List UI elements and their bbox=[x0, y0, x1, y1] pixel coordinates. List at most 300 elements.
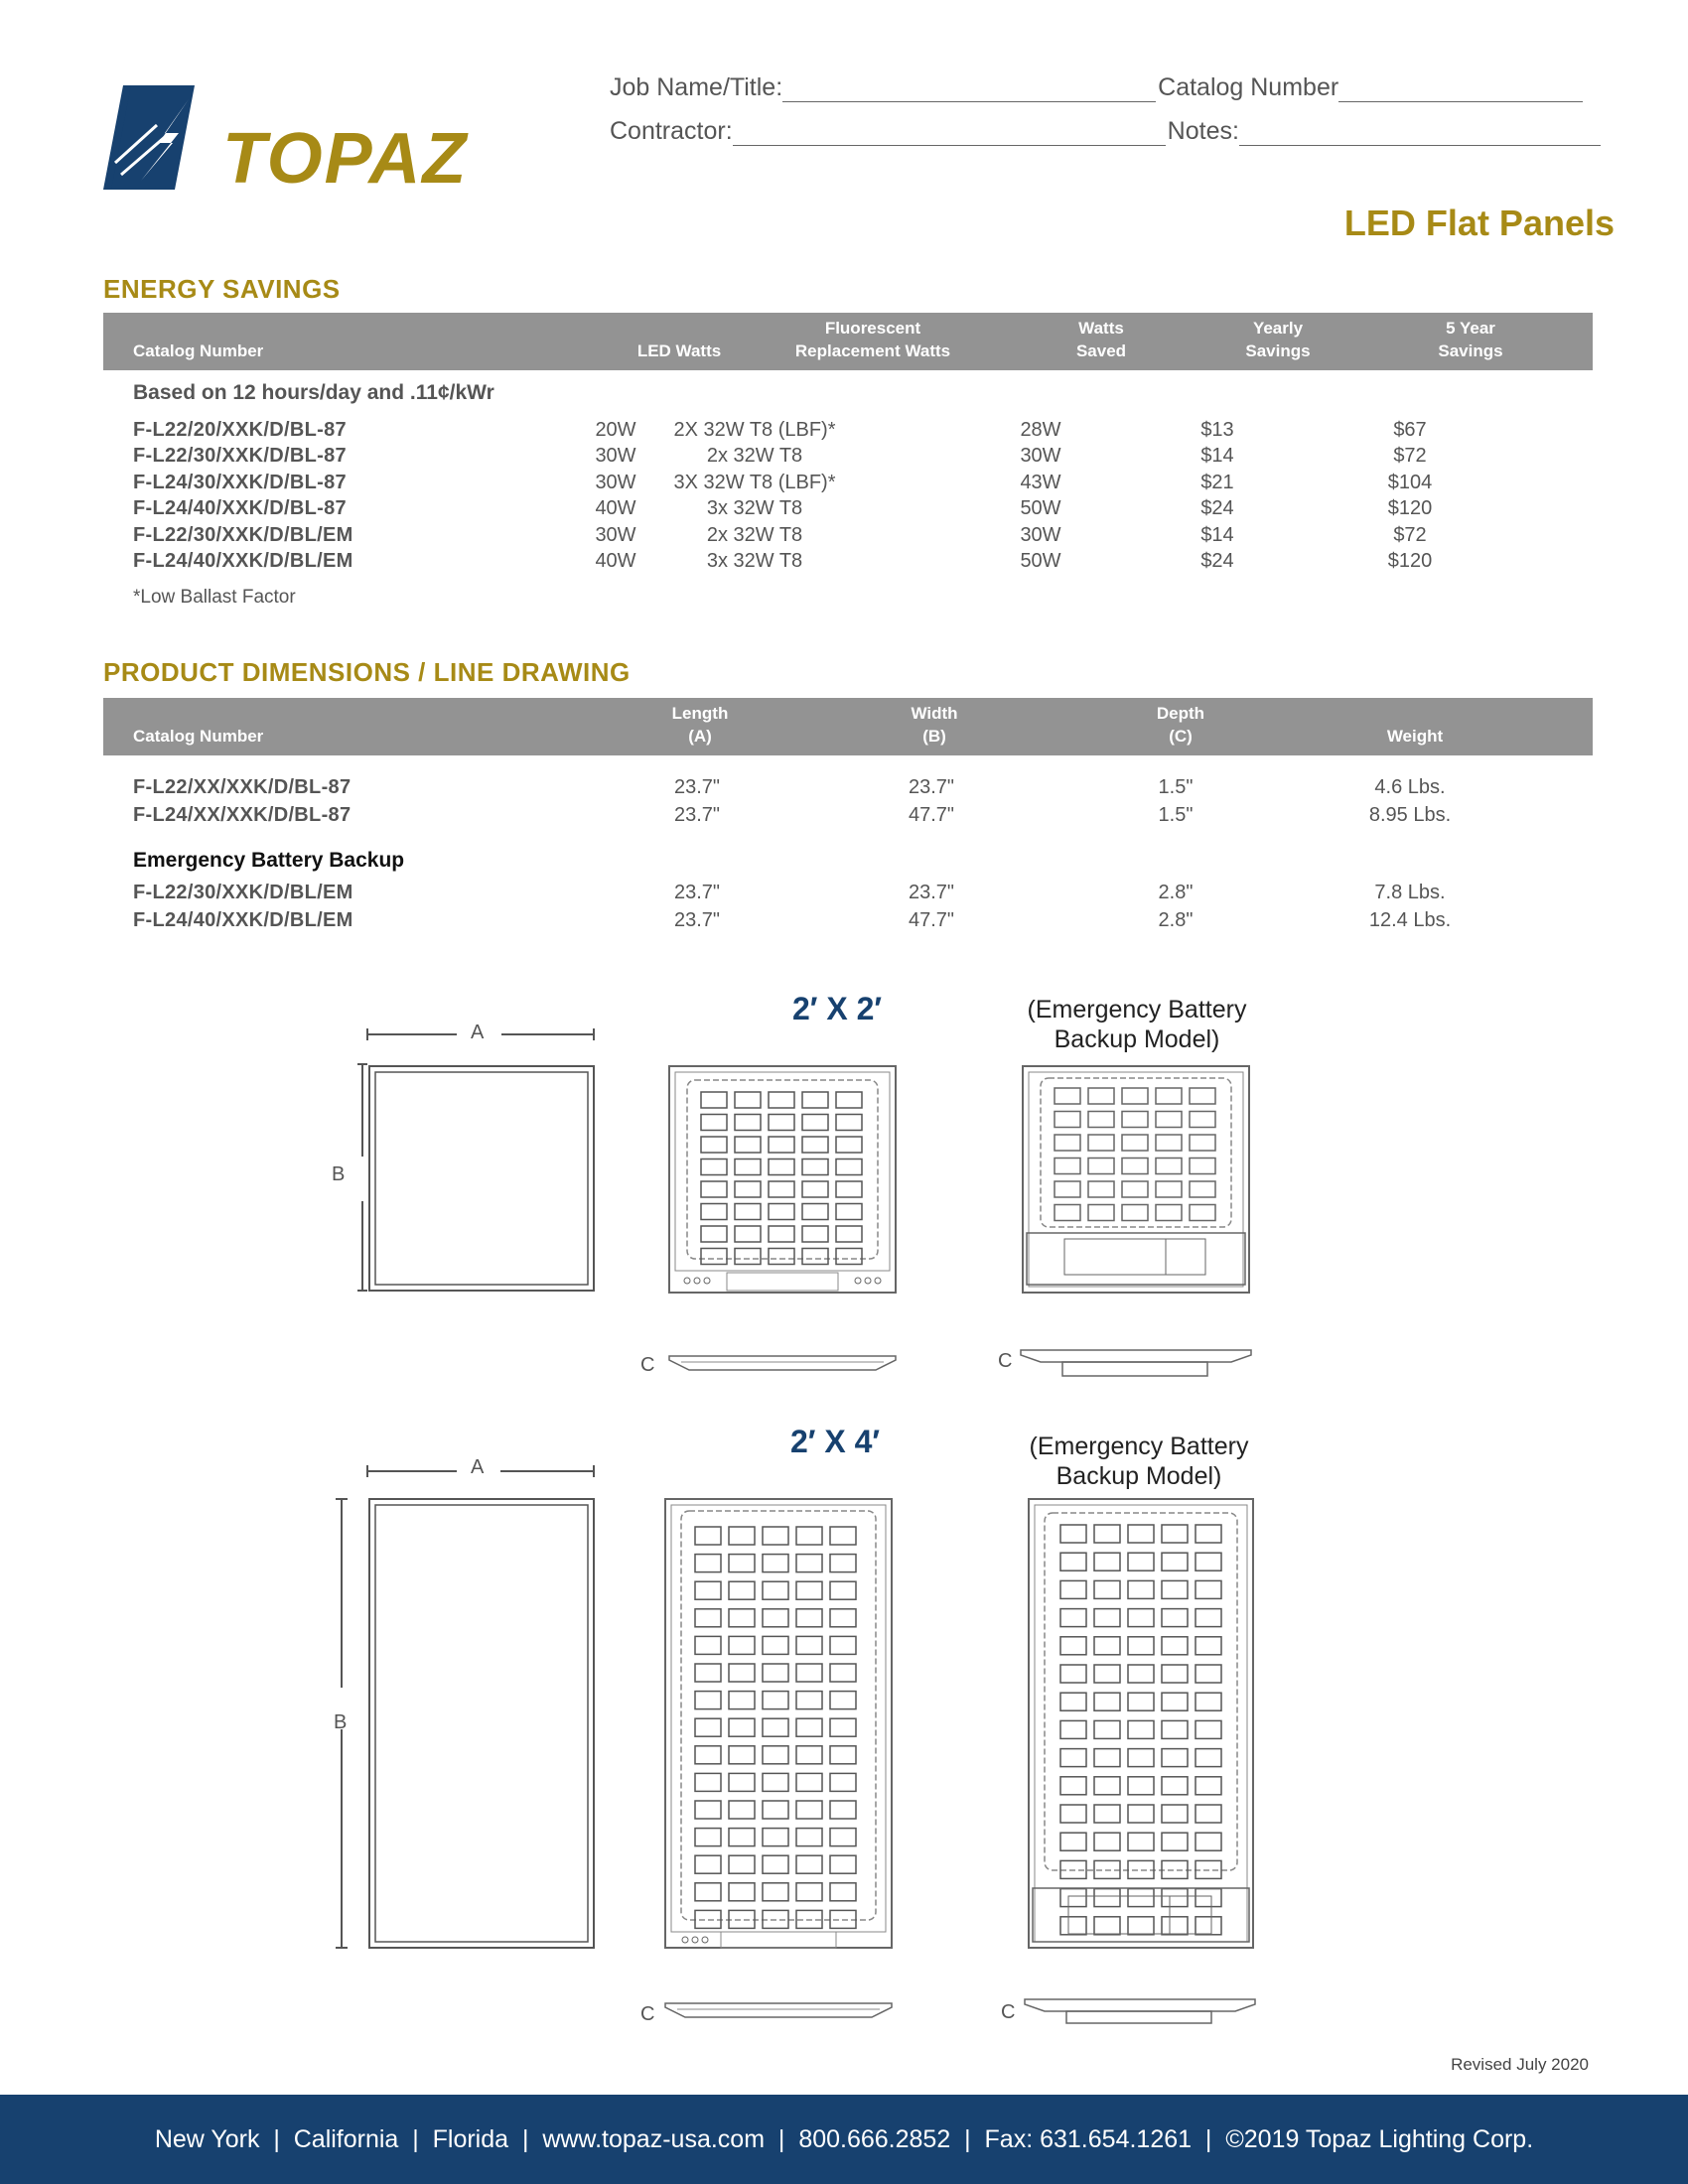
led-grid-cell bbox=[729, 1829, 755, 1846]
energy-cell-five: $67 bbox=[1393, 419, 1427, 441]
led-grid-cell bbox=[802, 1092, 828, 1108]
dimension-lines-2x2 bbox=[357, 1023, 606, 1300]
label-c-em-2x2: C bbox=[998, 1350, 1013, 1372]
led-grid-cell bbox=[695, 1692, 721, 1709]
led-grid-cell bbox=[830, 1609, 856, 1627]
topaz-logo bbox=[103, 85, 520, 199]
led-grid-cell bbox=[1094, 1693, 1120, 1710]
col-watts-saved-line1: Watts bbox=[1078, 319, 1124, 338]
led-grid-cell bbox=[1060, 1525, 1086, 1543]
led-grid-cell bbox=[695, 1664, 721, 1682]
dimension-row bbox=[0, 802, 1688, 828]
energy-cell-saved: 30W bbox=[1020, 445, 1061, 468]
col-depth bbox=[1126, 702, 1235, 748]
led-grid-cell bbox=[695, 1527, 721, 1545]
led-grid-cell bbox=[796, 1718, 822, 1736]
led-grid-cell bbox=[729, 1555, 755, 1572]
dimension-cell-width: 23.7" bbox=[908, 882, 955, 903]
energy-cell-five: $104 bbox=[1387, 471, 1433, 493]
dimension-cell-width: 23.7" bbox=[908, 776, 955, 798]
led-grid-cell bbox=[1162, 1693, 1188, 1710]
led-grid-cell bbox=[695, 1555, 721, 1572]
emergency-model-title-2x4 bbox=[1015, 1432, 1263, 1491]
dimensions-table-header bbox=[103, 698, 1593, 755]
led-grid-cell bbox=[1196, 1777, 1221, 1795]
label-c-2x4: C bbox=[640, 2003, 655, 2025]
led-grid-cell bbox=[729, 1855, 755, 1873]
led-grid-cell bbox=[802, 1115, 828, 1131]
led-grid-cell bbox=[796, 1609, 822, 1627]
led-grid-cell bbox=[701, 1137, 727, 1153]
led-grid-cell bbox=[836, 1249, 862, 1265]
led-grid-cell bbox=[1128, 1693, 1154, 1710]
led-grid-cell bbox=[735, 1204, 761, 1220]
notes-line[interactable] bbox=[1239, 119, 1601, 146]
energy-cell-catalog: F-L24/40/XXK/D/BL/EM bbox=[133, 550, 353, 572]
energy-cell-led: 30W bbox=[595, 523, 636, 546]
led-grid-cell bbox=[1156, 1205, 1182, 1221]
dimension-cell-width: 47.7" bbox=[908, 909, 955, 931]
col-yearly-line1: Yearly bbox=[1252, 319, 1304, 338]
led-grid-cell bbox=[802, 1204, 828, 1220]
led-grid-cell bbox=[695, 1746, 721, 1764]
led-grid-cell bbox=[701, 1181, 727, 1197]
led-grid-cell bbox=[1094, 1553, 1120, 1570]
led-grid-cell bbox=[729, 1664, 755, 1682]
energy-cell-yearly: $21 bbox=[1200, 471, 1234, 493]
led-grid-cell bbox=[763, 1664, 788, 1682]
emergency-back-view-2x4 bbox=[1027, 1497, 1255, 1950]
col-led-watts: LED Watts bbox=[636, 341, 722, 360]
job-name-label: Job Name/Title: bbox=[610, 73, 783, 101]
led-grid-cell bbox=[1196, 1749, 1221, 1767]
emergency-title-line2: Backup Model) bbox=[1054, 1025, 1220, 1053]
led-grid-cell bbox=[836, 1160, 862, 1175]
col-depth-line1: Depth bbox=[1156, 704, 1205, 723]
led-grid-cell bbox=[1060, 1580, 1086, 1598]
led-grid-cell bbox=[802, 1160, 828, 1175]
led-grid-cell bbox=[1196, 1553, 1221, 1570]
led-grid-cell bbox=[1122, 1088, 1148, 1104]
led-grid-cell bbox=[802, 1137, 828, 1153]
led-grid-cell bbox=[735, 1181, 761, 1197]
footer-item: 800.666.2852 bbox=[798, 2124, 951, 2153]
energy-cell-catalog: F-L24/30/XXK/D/BL-87 bbox=[133, 471, 347, 493]
col-watts-saved-line2: Saved bbox=[1075, 341, 1127, 360]
led-grid-cell bbox=[763, 1855, 788, 1873]
led-grid-cell bbox=[1060, 1805, 1086, 1823]
led-grid-cell bbox=[695, 1636, 721, 1654]
label-c-2x2: C bbox=[640, 1354, 655, 1376]
led-grid-cell bbox=[1196, 1720, 1221, 1738]
led-grid-cell bbox=[769, 1204, 794, 1220]
led-grid-cell bbox=[729, 1746, 755, 1764]
dimension-row bbox=[0, 774, 1688, 800]
led-grid-cell bbox=[830, 1883, 856, 1901]
led-grid-cell bbox=[1162, 1637, 1188, 1655]
led-grid-cell bbox=[796, 1581, 822, 1599]
led-grid-cell bbox=[1162, 1665, 1188, 1683]
led-grid-cell bbox=[1094, 1749, 1120, 1767]
col-five-line1: 5 Year bbox=[1446, 319, 1495, 338]
led-grid-cell bbox=[763, 1883, 788, 1901]
energy-cell-led: 30W bbox=[595, 445, 636, 468]
dimension-cell-weight: 12.4 Lbs. bbox=[1368, 909, 1452, 931]
energy-cell-led: 40W bbox=[595, 550, 636, 572]
led-grid-cell bbox=[1162, 1749, 1188, 1767]
notes-label: Notes: bbox=[1167, 117, 1239, 145]
led-grid-cell bbox=[1190, 1112, 1215, 1128]
led-grid-cell bbox=[695, 1829, 721, 1846]
led-grid-cell bbox=[1162, 1580, 1188, 1598]
led-grid-cell bbox=[735, 1137, 761, 1153]
dimension-cell-depth: 1.5" bbox=[1158, 804, 1194, 826]
energy-cell-five: $72 bbox=[1393, 445, 1427, 468]
energy-cell-yearly: $14 bbox=[1200, 523, 1234, 546]
led-grid-cell bbox=[1128, 1749, 1154, 1767]
catalog-number-line[interactable] bbox=[1338, 75, 1583, 102]
led-grid-cell bbox=[1128, 1889, 1154, 1907]
brand-wordmark: TOPAZ bbox=[222, 119, 469, 199]
dimensions-heading: PRODUCT DIMENSIONS / LINE DRAWING bbox=[103, 657, 631, 687]
col-yearly-savings bbox=[1223, 317, 1333, 362]
dimension-cell-width: 47.7" bbox=[908, 804, 955, 826]
led-grid-cell bbox=[729, 1527, 755, 1545]
dimension-cell-catalog: F-L22/30/XXK/D/BL/EM bbox=[133, 882, 353, 903]
led-grid-cell bbox=[1128, 1833, 1154, 1850]
col-watts-saved bbox=[1047, 317, 1156, 362]
energy-cell-fluor: 3x 32W T8 bbox=[706, 550, 803, 572]
led-grid-cell bbox=[1128, 1637, 1154, 1655]
dimension-cell-length: 23.7" bbox=[673, 882, 721, 903]
led-grid-cell bbox=[1156, 1135, 1182, 1151]
energy-cell-fluor: 3X 32W T8 (LBF)* bbox=[673, 471, 836, 493]
dimension-cell-depth: 2.8" bbox=[1158, 909, 1194, 931]
document-title: LED Flat Panels bbox=[1343, 203, 1615, 243]
led-grid-cell bbox=[796, 1636, 822, 1654]
catalog-number-label: Catalog Number bbox=[1158, 73, 1339, 101]
led-grid-cell bbox=[1162, 1720, 1188, 1738]
side-view-em-2x2 bbox=[1019, 1346, 1253, 1380]
led-grid-cell bbox=[729, 1718, 755, 1736]
led-grid-cell bbox=[1196, 1525, 1221, 1543]
led-grid-cell bbox=[1122, 1112, 1148, 1128]
dimension-row bbox=[0, 880, 1688, 905]
led-grid-cell bbox=[830, 1829, 856, 1846]
led-grid-cell bbox=[1128, 1609, 1154, 1627]
led-grid-cell bbox=[1055, 1159, 1080, 1174]
label-a-2x4: A bbox=[471, 1456, 485, 1478]
led-grid-cell bbox=[769, 1226, 794, 1242]
led-grid-cell bbox=[836, 1226, 862, 1242]
col-fluorescent-line1: Fluorescent bbox=[824, 319, 921, 338]
led-grid-cell bbox=[1088, 1205, 1114, 1221]
led-grid-cell bbox=[1128, 1917, 1154, 1935]
led-grid-cell bbox=[796, 1692, 822, 1709]
led-grid-cell bbox=[830, 1718, 856, 1736]
led-grid-cell bbox=[695, 1609, 721, 1627]
col-fluorescent bbox=[759, 317, 987, 362]
led-grid-cell bbox=[1060, 1889, 1086, 1907]
led-grid-cell bbox=[1060, 1693, 1086, 1710]
led-grid-cell bbox=[695, 1718, 721, 1736]
energy-footnote: *Low Ballast Factor bbox=[133, 587, 296, 608]
energy-cell-led: 20W bbox=[595, 419, 636, 441]
led-grid-cell bbox=[1094, 1609, 1120, 1627]
col-five-year-savings bbox=[1416, 317, 1525, 362]
led-grid-cell bbox=[769, 1137, 794, 1153]
led-grid-cell bbox=[1060, 1777, 1086, 1795]
side-view-2x2 bbox=[667, 1350, 898, 1374]
led-grid-cell bbox=[1060, 1665, 1086, 1683]
led-grid-cell bbox=[1196, 1693, 1221, 1710]
col-catalog: Catalog Number bbox=[133, 341, 264, 360]
led-grid-cell bbox=[763, 1692, 788, 1709]
led-grid-cell bbox=[701, 1204, 727, 1220]
led-grid-cell bbox=[729, 1692, 755, 1709]
led-grid-cell bbox=[802, 1249, 828, 1265]
energy-row bbox=[0, 470, 1688, 495]
led-grid-cell bbox=[796, 1855, 822, 1873]
emergency-title-line2-b: Backup Model) bbox=[1055, 1462, 1222, 1490]
led-grid-cell bbox=[1094, 1777, 1120, 1795]
led-grid-cell bbox=[1055, 1135, 1080, 1151]
led-grid-cell bbox=[769, 1092, 794, 1108]
emergency-title-line1-b: (Emergency Battery bbox=[1029, 1433, 1249, 1460]
dimension-row bbox=[0, 907, 1688, 933]
led-grid-cell bbox=[1060, 1917, 1086, 1935]
emergency-heading: Emergency Battery Backup bbox=[133, 849, 405, 872]
footer-bar bbox=[0, 2095, 1688, 2184]
led-grid-cell bbox=[763, 1636, 788, 1654]
energy-cell-saved: 30W bbox=[1020, 523, 1061, 546]
footer-separator: | bbox=[765, 2124, 799, 2153]
energy-cell-catalog: F-L22/30/XXK/D/BL/EM bbox=[133, 523, 353, 546]
led-grid-cell bbox=[763, 1609, 788, 1627]
energy-cell-catalog: F-L24/40/XXK/D/BL-87 bbox=[133, 497, 347, 520]
dimension-cell-catalog: F-L22/XX/XXK/D/BL-87 bbox=[133, 776, 352, 798]
energy-cell-led: 30W bbox=[595, 471, 636, 493]
led-grid-cell bbox=[1162, 1917, 1188, 1935]
led-grid-cell bbox=[769, 1160, 794, 1175]
dimension-cell-length: 23.7" bbox=[673, 776, 721, 798]
led-grid-cell bbox=[1122, 1205, 1148, 1221]
led-grid-cell bbox=[802, 1181, 828, 1197]
led-grid-cell bbox=[1128, 1665, 1154, 1683]
led-grid-cell bbox=[1162, 1525, 1188, 1543]
led-grid-cell bbox=[1128, 1525, 1154, 1543]
led-grid-cell bbox=[1060, 1749, 1086, 1767]
led-grid-cell bbox=[836, 1204, 862, 1220]
label-b-2x2: B bbox=[332, 1163, 346, 1185]
led-grid-cell bbox=[1190, 1135, 1215, 1151]
led-grid-cell bbox=[1094, 1525, 1120, 1543]
led-grid-cell bbox=[830, 1773, 856, 1791]
footer-separator: | bbox=[259, 2124, 294, 2153]
energy-cell-catalog: F-L22/20/XXK/D/BL-87 bbox=[133, 419, 347, 441]
led-grid-cell bbox=[836, 1181, 862, 1197]
led-grid-cell bbox=[1196, 1833, 1221, 1850]
energy-table-header bbox=[103, 313, 1593, 370]
led-grid-cell bbox=[1128, 1805, 1154, 1823]
dimension-cell-length: 23.7" bbox=[673, 909, 721, 931]
contractor-line[interactable] bbox=[733, 119, 1166, 146]
led-grid-cell bbox=[1128, 1720, 1154, 1738]
contractor-field[interactable] bbox=[610, 117, 1603, 146]
led-grid-cell bbox=[830, 1801, 856, 1819]
footer-item: Fax: 631.654.1261 bbox=[984, 2124, 1193, 2153]
led-grid-cell bbox=[830, 1527, 856, 1545]
led-grid-cell bbox=[1156, 1159, 1182, 1174]
dimension-cell-depth: 1.5" bbox=[1158, 776, 1194, 798]
led-grid-cell bbox=[1128, 1777, 1154, 1795]
led-grid-cell bbox=[769, 1181, 794, 1197]
col-yearly-line2: Savings bbox=[1245, 341, 1311, 360]
footer-item: California bbox=[293, 2124, 399, 2153]
led-grid-cell bbox=[1060, 1833, 1086, 1850]
energy-cell-fluor: 2X 32W T8 (LBF)* bbox=[673, 419, 836, 441]
led-grid-cell bbox=[1196, 1889, 1221, 1907]
col-dim-catalog: Catalog Number bbox=[133, 727, 264, 746]
led-grid-cell bbox=[1162, 1833, 1188, 1850]
led-grid-cell bbox=[735, 1226, 761, 1242]
led-grid-cell bbox=[1190, 1181, 1215, 1197]
energy-cell-yearly: $13 bbox=[1200, 419, 1234, 441]
led-grid-cell bbox=[1196, 1580, 1221, 1598]
led-grid-cell bbox=[1156, 1181, 1182, 1197]
label-c-em-2x4: C bbox=[1001, 2001, 1016, 2023]
led-grid-cell bbox=[1060, 1720, 1086, 1738]
energy-cell-yearly: $24 bbox=[1200, 550, 1234, 572]
dimension-cell-weight: 7.8 Lbs. bbox=[1374, 882, 1446, 903]
col-length-line1: Length bbox=[671, 704, 729, 723]
led-grid-cell bbox=[796, 1801, 822, 1819]
col-width bbox=[880, 702, 989, 748]
led-grid-cell bbox=[701, 1115, 727, 1131]
energy-cell-yearly: $24 bbox=[1200, 497, 1234, 520]
led-grid-cell bbox=[735, 1160, 761, 1175]
led-grid-cell bbox=[1122, 1135, 1148, 1151]
led-grid-cell bbox=[729, 1910, 755, 1928]
led-grid-cell bbox=[735, 1249, 761, 1265]
side-view-2x4 bbox=[663, 1997, 894, 2021]
led-grid-cell bbox=[735, 1092, 761, 1108]
led-grid-cell bbox=[1196, 1609, 1221, 1627]
led-grid-cell bbox=[836, 1137, 862, 1153]
side-view-em-2x4 bbox=[1023, 1995, 1257, 2029]
led-grid-cell bbox=[1156, 1112, 1182, 1128]
energy-cell-saved: 50W bbox=[1020, 497, 1061, 520]
led-grid-cell bbox=[695, 1855, 721, 1873]
job-name-field[interactable] bbox=[610, 73, 1585, 102]
led-grid-cell bbox=[1094, 1917, 1120, 1935]
led-grid-cell bbox=[830, 1636, 856, 1654]
led-grid-cell bbox=[830, 1855, 856, 1873]
led-grid-cell bbox=[729, 1773, 755, 1791]
led-grid-cell bbox=[1094, 1889, 1120, 1907]
led-grid-cell bbox=[1088, 1159, 1114, 1174]
contractor-label: Contractor: bbox=[610, 117, 733, 145]
led-grid-cell bbox=[1094, 1580, 1120, 1598]
led-grid-cell bbox=[1162, 1805, 1188, 1823]
col-five-line2: Savings bbox=[1438, 341, 1503, 360]
energy-cell-five: $72 bbox=[1393, 523, 1427, 546]
emergency-title-line1: (Emergency Battery bbox=[1027, 996, 1247, 1024]
energy-row bbox=[0, 522, 1688, 548]
energy-cell-five: $120 bbox=[1387, 497, 1433, 520]
revised-date: Revised July 2020 bbox=[1451, 2055, 1589, 2074]
led-grid-cell bbox=[1094, 1665, 1120, 1683]
footer-item: Florida bbox=[432, 2124, 509, 2153]
led-grid-cell bbox=[1128, 1580, 1154, 1598]
led-grid-cell bbox=[1055, 1205, 1080, 1221]
led-grid-cell bbox=[1190, 1205, 1215, 1221]
energy-cell-saved: 43W bbox=[1020, 471, 1061, 493]
energy-cell-saved: 50W bbox=[1020, 550, 1061, 572]
energy-cell-fluor: 2x 32W T8 bbox=[706, 523, 803, 546]
footer-separator: | bbox=[508, 2124, 543, 2153]
led-grid-cell bbox=[1122, 1181, 1148, 1197]
led-grid-cell bbox=[1088, 1088, 1114, 1104]
label-b-2x4: B bbox=[334, 1711, 348, 1733]
energy-cell-five: $120 bbox=[1387, 550, 1433, 572]
led-grid-cell bbox=[830, 1581, 856, 1599]
led-grid-cell bbox=[830, 1746, 856, 1764]
led-grid-cell bbox=[1055, 1181, 1080, 1197]
led-grid-cell bbox=[1196, 1917, 1221, 1935]
dimension-cell-catalog: F-L24/40/XXK/D/BL/EM bbox=[133, 909, 353, 931]
led-grid-cell bbox=[1128, 1553, 1154, 1570]
col-length-line2: (A) bbox=[688, 727, 712, 746]
led-grid-cell bbox=[1094, 1637, 1120, 1655]
led-grid-cell bbox=[1162, 1889, 1188, 1907]
energy-row bbox=[0, 417, 1688, 443]
led-grid-cell bbox=[1162, 1609, 1188, 1627]
led-grid-cell bbox=[830, 1555, 856, 1572]
led-grid-cell bbox=[836, 1115, 862, 1131]
led-grid-cell bbox=[729, 1636, 755, 1654]
led-grid-cell bbox=[701, 1249, 727, 1265]
panel-back-view-2x2 bbox=[667, 1064, 898, 1295]
led-grid-cell bbox=[763, 1773, 788, 1791]
footer-item[interactable]: www.topaz-usa.com bbox=[542, 2124, 766, 2153]
col-fluorescent-line2: Replacement Watts bbox=[794, 341, 951, 360]
label-a-2x2: A bbox=[471, 1022, 485, 1043]
energy-cell-led: 40W bbox=[595, 497, 636, 520]
led-grid-cell bbox=[1196, 1637, 1221, 1655]
footer-separator: | bbox=[950, 2124, 985, 2153]
led-grid-cell bbox=[830, 1692, 856, 1709]
led-grid-cell bbox=[1196, 1805, 1221, 1823]
led-grid-cell bbox=[1122, 1159, 1148, 1174]
footer-separator: | bbox=[1192, 2124, 1226, 2153]
panel-back-view-2x4 bbox=[663, 1497, 894, 1950]
led-grid-cell bbox=[763, 1527, 788, 1545]
led-grid-cell bbox=[1156, 1088, 1182, 1104]
energy-cell-saved: 28W bbox=[1020, 419, 1061, 441]
led-grid-cell bbox=[1094, 1833, 1120, 1850]
led-grid-cell bbox=[729, 1609, 755, 1627]
footer-item: New York bbox=[154, 2124, 260, 2153]
dimension-cell-weight: 4.6 Lbs. bbox=[1374, 776, 1446, 798]
energy-cell-yearly: $14 bbox=[1200, 445, 1234, 468]
led-grid-cell bbox=[763, 1718, 788, 1736]
job-name-line[interactable] bbox=[782, 75, 1156, 102]
emergency-model-title-2x2 bbox=[1013, 995, 1261, 1054]
led-grid-cell bbox=[729, 1581, 755, 1599]
led-grid-cell bbox=[1088, 1181, 1114, 1197]
size-2x4-title: 2′ X 4′ bbox=[790, 1424, 881, 1459]
